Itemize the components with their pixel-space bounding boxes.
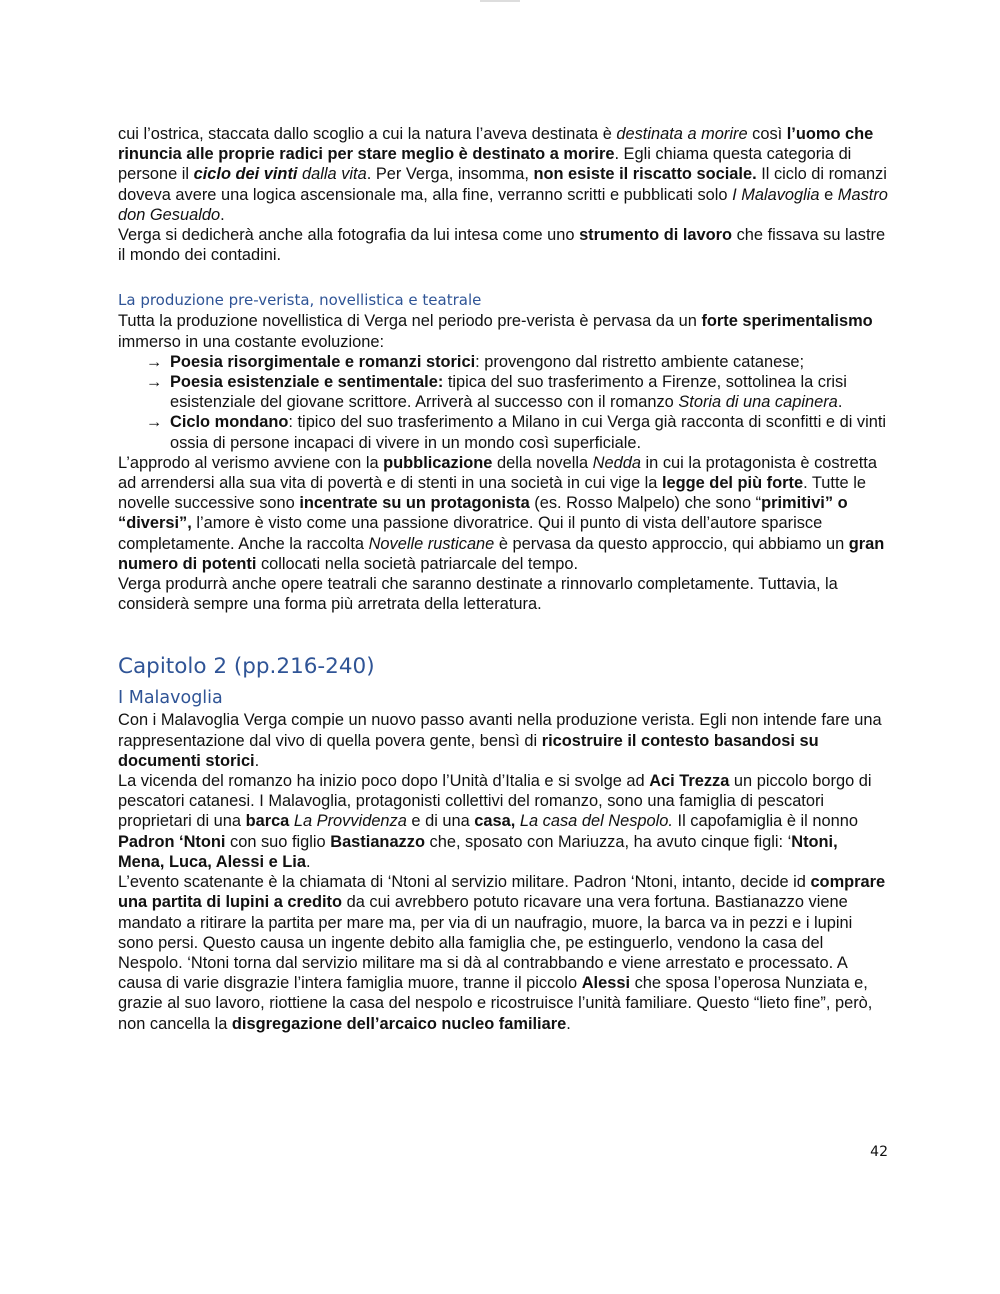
list-item: → Poesia esistenziale e sentimentale: tipica del suo trasferimento a Firenze, sottolinea la crisi esistenziale del giovane scrittore. Arriverà al successo con il romanzo Storia di una capinera. — [146, 373, 847, 412]
bullet-list — [118, 352, 888, 453]
paragraph-fotografia: Verga si dedicherà anche alla fotografia da lui intesa come uno strumento di lavoro che fissava su lastre il mondo dei contadini. — [118, 226, 886, 265]
paragraph-teatro: Verga produrrà anche opere teatrali che saranno destinate a rinnovarlo completamente. Tuttavia, la considerà sempre una forma più arretrata della letteratura. — [118, 575, 838, 614]
chapter-heading: Capitolo 2 (pp.216-240) — [118, 654, 375, 680]
paragraph-malavoglia-intro: Con i Malavoglia Verga compie un nuovo passo avanti nella produzione verista. Egli non intende fare una rappresentazione dal vivo di quella povera gente, bensì di ricostruire il contesto basandosi su documenti storici. — [118, 711, 882, 770]
paragraph-vinti: cui l’ostrica, staccata dallo scoglio a cui la natura l’aveva destinata è destinata a morire così l’uomo che rinuncia alle proprie radici per stare meglio è destinato a morire. Egli chiama questa categoria di persone il ciclo dei vinti dalla vita. Per Verga, insomma, non esiste il riscatto sociale. Il ciclo di romanzi doveva avere una logica ascensionale ma, alla fine, verranno scritti e pubblicati solo I Malavoglia e Mastro don Gesualdo. — [118, 125, 888, 224]
paragraph-vicenda: La vicenda del romanzo ha inizio poco dopo l’Unità d’Italia e si svolge ad Aci Trezza un piccolo borgo di pescatori catanesi. I Malavoglia, protagonisti collettivi del romanzo, sono una famiglia di pescatori proprietari di una barca La Provvidenza e di una casa, La casa del Nespolo. Il capofamiglia è il nonno Padron ‘Ntoni con suo figlio Bastianazzo che, sposato con Mariuzza, ha avuto cinque figli: ‘Ntoni, Mena, Luca, Alessi e Lia. — [118, 772, 872, 871]
section-heading-malavoglia: I Malavoglia — [118, 688, 223, 709]
page-number: 42 — [870, 1144, 888, 1160]
header-mark — [480, 0, 520, 2]
paragraph-evento: L’evento scatenante è la chiamata di ‘Ntoni al servizio militare. Padron ‘Ntoni, intanto, decide id comprare una partita di lupini a credito da cui avrebbero potuto ricavare una vera fortuna. Bastianazzo viene mandato a ritirare la partita per mare ma, per via di un naufragio, muore, la barca va in pezzi e i lupini sono persi. Questo causa un ingente debito alla famiglia che, pe estinguerlo, vendono la casa del Nespolo. ‘Ntoni torna dal servizio militare ma si dà al contrabbando e viene arrestato e processato. A causa di varie disgrazie l’intera famiglia muore, tranne il piccolo Alessi che sposa l’operosa Nunziata e, grazie al suo lavoro, riottiene la casa del nespolo e ricostruisce l’unità familiare. Questo “lieto fine”, però, non cancella la disgregazione dell’arcaico nucleo familiare. — [118, 873, 886, 1033]
arrow-icon: → — [146, 352, 163, 371]
list-item: → Poesia risorgimentale e romanzi storici: provengono dal ristretto ambiente catanese; — [146, 352, 805, 371]
arrow-icon: → — [146, 413, 163, 432]
paragraph-sperimentalismo: Tutta la produzione novellistica di Verga nel periodo pre-verista è pervasa da un forte sperimentalismo immerso in una costante evoluzione: — [118, 312, 873, 351]
document-body — [118, 124, 888, 1034]
paragraph-verismo: L’approdo al verismo avviene con la pubblicazione della novella Nedda in cui la protagonista è costretta ad arrendersi alla sua vita di povertà e di stenti in una società in cui vige la legge del più forte. Tutte le novelle successive sono incentrate su un protagonista (es. Rosso Malpelo) che sono “primitivi” o “diversi”, l’amore è visto come una passione divoratrice. Qui il punto di vista dell’autore sparisce completamente. Anche la raccolta Novelle rusticane è pervasa da questo approccio, qui abbiamo un gran numero di potenti collocati nella società patriarcale del tempo. — [118, 453, 885, 573]
list-item: → Ciclo mondano: tipico del suo trasferimento a Milano in cui Verga già racconta di sconfitti e di vinti ossia di persone incapaci di vivere in un mondo così superficiale. — [146, 413, 887, 452]
arrow-icon: → — [146, 373, 163, 392]
section-heading-pre-verista: La produzione pre-verista, novellistica e teatrale — [118, 291, 482, 310]
